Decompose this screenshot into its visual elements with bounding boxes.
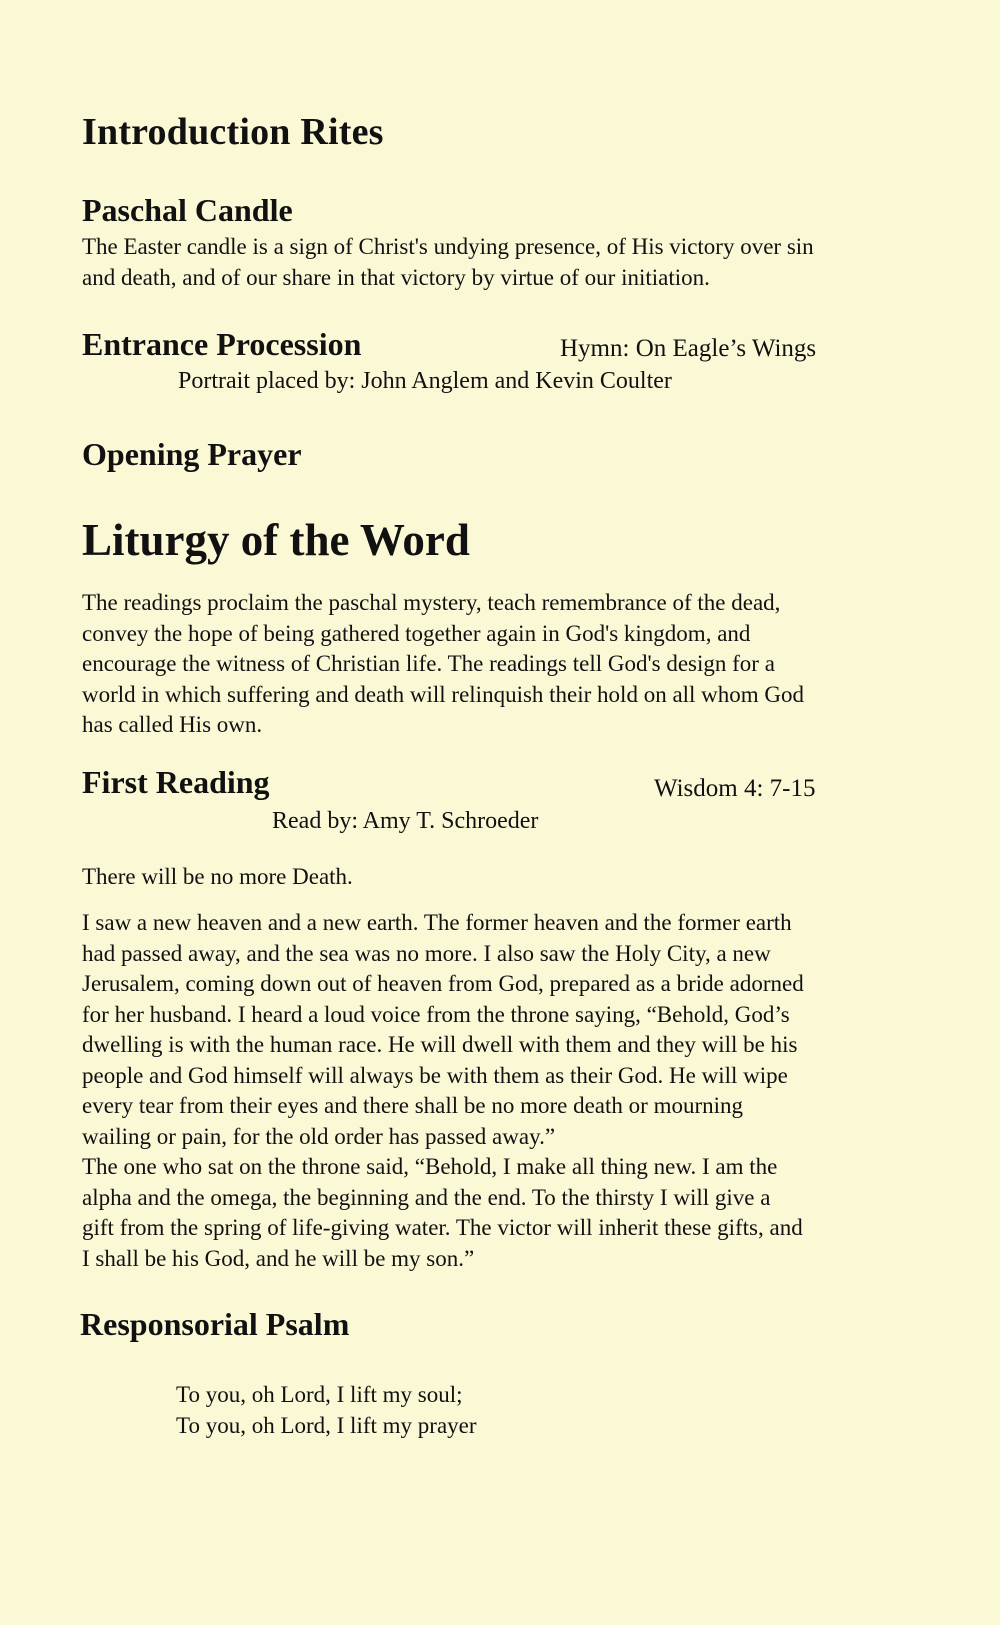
first-reading-reader: Read by: Amy T. Schroeder — [272, 808, 539, 834]
opening-prayer-heading: Opening Prayer — [82, 436, 302, 472]
paschal-line: and death, and of our share in that victory by virtue of our initiation. — [82, 264, 710, 290]
reading-line: had passed away, and the sea was no more. I also saw the Holy City, a new — [82, 940, 771, 966]
reading-line: alpha and the omega, the beginning and the end. To the thirsty I will give a — [82, 1184, 771, 1210]
liturgy-text — [82, 588, 804, 741]
first-reading-citation: Wisdom 4: 7-15 — [654, 775, 816, 802]
reading-line: people and God himself will always be with them as their God. He will wipe — [82, 1062, 788, 1088]
first-reading-heading: First Reading — [82, 764, 270, 800]
reading-line: dwelling is with the human race. He will dwell with them and they will be his — [82, 1032, 798, 1057]
reading-line: every tear from their eyes and there shall be no more death or mourning — [82, 1093, 744, 1118]
reading-line: I saw a new heaven and a new earth. The former heaven and the former earth — [82, 910, 792, 935]
liturgy-line: The readings proclaim the paschal mystery, teach remembrance of the dead, — [82, 590, 781, 615]
psalm-line: To you, oh Lord, I lift my prayer — [176, 1412, 477, 1438]
introduction-rites-heading: Introduction Rites — [82, 111, 384, 153]
first-reading-intro: There will be no more Death. — [82, 864, 353, 889]
liturgy-line: convey the hope of being gathered together again in God's kingdom, and — [82, 620, 751, 646]
portrait-placed-by: Portrait placed by: John Anglem and Kevin Coulter — [178, 368, 672, 394]
paschal-line: The Easter candle is a sign of Christ's undying presence, of His victory over sin — [82, 234, 814, 259]
reading-line: gift from the spring of life-giving water. The victor will inherit these gifts, and — [82, 1215, 803, 1240]
liturgy-of-the-word-heading: Liturgy of the Word — [82, 515, 470, 565]
psalm-line: To you, oh Lord, I lift my soul; — [176, 1382, 463, 1407]
reading-line: Jerusalem, coming down out of heaven from God, prepared as a bride adorned — [82, 971, 804, 996]
paschal-candle-heading: Paschal Candle — [82, 192, 293, 228]
responsorial-psalm-heading: Responsorial Psalm — [80, 1306, 350, 1342]
liturgy-line: encourage the witness of Christian life. The readings tell God's design for a — [82, 651, 775, 676]
reading-line: wailing or pain, for the old order has passed away.” — [82, 1123, 556, 1149]
liturgy-line: world in which suffering and death will relinquish their hold on all whom God — [82, 681, 805, 707]
reading-line: I shall be his God, and he will be my son.” — [82, 1245, 475, 1271]
liturgy-line: has called His own. — [82, 712, 263, 737]
first-reading-text — [82, 908, 804, 1274]
entrance-procession-heading: Entrance Procession — [82, 326, 362, 362]
reading-line: The one who sat on the throne said, “Behold, I make all thing new. I am the — [82, 1154, 778, 1179]
paschal-candle-text — [82, 232, 814, 293]
reading-line: for her husband. I heard a loud voice from the throne saying, “Behold, God’s — [82, 1001, 790, 1027]
entrance-hymn: Hymn: On Eagle’s Wings — [560, 335, 817, 362]
psalm-refrain — [176, 1380, 477, 1441]
